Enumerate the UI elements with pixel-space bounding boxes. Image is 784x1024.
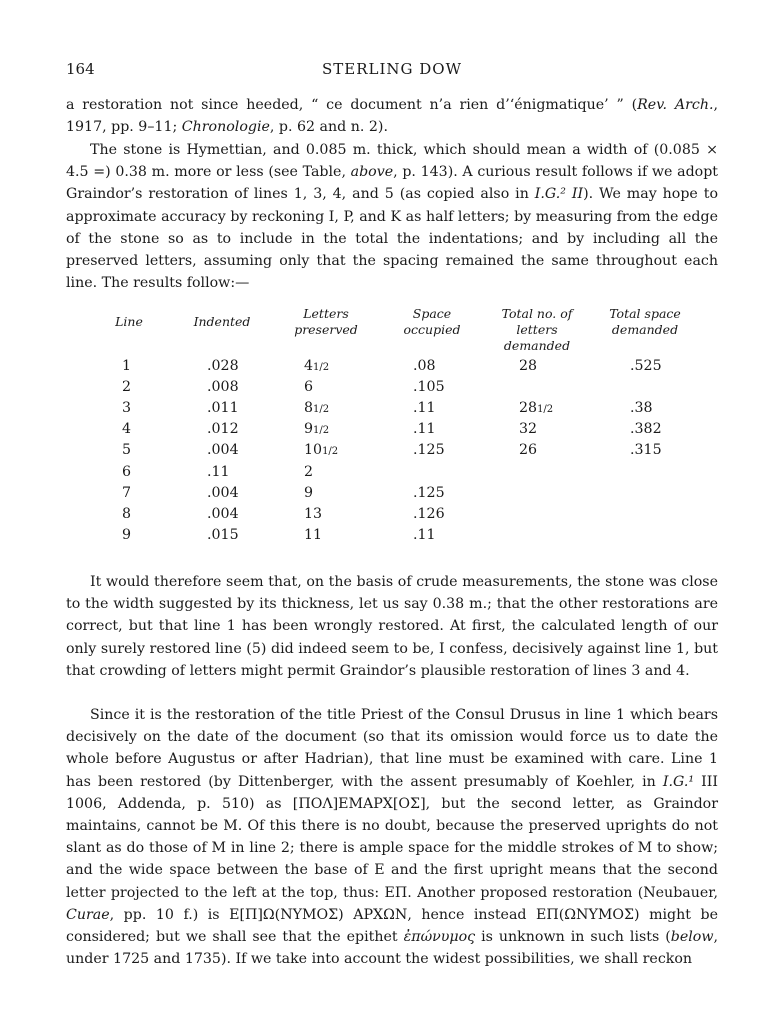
cell-indented: .012 bbox=[207, 421, 239, 438]
cell-indented: .015 bbox=[207, 526, 239, 543]
cell-line: 3 bbox=[122, 400, 132, 417]
cell-line: 7 bbox=[122, 484, 132, 501]
cell-space: .126 bbox=[413, 505, 445, 522]
cell-space: .11 bbox=[413, 400, 436, 417]
cell-indented: .011 bbox=[207, 400, 239, 417]
cell-line: 6 bbox=[122, 463, 132, 480]
page-number: 164 bbox=[66, 60, 95, 78]
fraction: 1/2 bbox=[313, 404, 330, 416]
cell-space: .11 bbox=[413, 421, 436, 438]
cell-line: 1 bbox=[122, 358, 132, 374]
cell-line: 2 bbox=[122, 379, 132, 396]
cell-space: .125 bbox=[413, 442, 445, 459]
header-line: Line bbox=[115, 314, 143, 329]
fraction: 1/2 bbox=[537, 404, 554, 416]
paragraph-3: It would therefore seem that, on the basis of crude measurements, the stone was close to the width suggested by its thickness, let us say 0.38 m.; that the other restorations are correct, but that line 1 has been wrongly restored. At first, the calculated length of our only surely restored line (5) did indeed seem to be, I confess, decisively against line 1, but that crowding of letters might permit Graindor’s plausible restoration of lines 3 and 4. bbox=[66, 574, 718, 679]
fraction: 1/2 bbox=[313, 362, 330, 373]
cell-line: 4 bbox=[122, 421, 132, 438]
citation-rev-arch: Rev. Arch. bbox=[637, 97, 714, 113]
citation-ig1: I.G.¹ bbox=[662, 773, 695, 790]
citation-ig2: I.G.² II bbox=[534, 186, 584, 203]
paragraph-4: Since it is the restoration of the title Priest of the Consul Drusus in line 1 which bears decisively on the date of the document (so that its omission would force us to date the whole before Augustus or after Hadrian), that line must be examined with care. Line 1 has been restored (by Dittenberger, with the assent presumably of Koehler, in I.G.¹ III 1006, Addenda, p. 510) as [ΠΟΛ]ΕΜΑΡΧ[ΟΣ], but the second letter, as Graindor maintains, cannot be M. Of this there is no doubt, because the preserved uprights do not slant as do those of M in line 2; there is ample space for the middle strokes of M to show; and the wide space between the base of E and the first upright means that the second letter projected to the left at the top, thus: ΕΠ. Another proposed restoration (Neubauer, Curae, pp. 10 f.) is Ε[Π]Ω(ΝΥΜΟΣ) ΑΡΧΩΝ, hence instead ΕΠ(ΩΝΥΜΟΣ) might be considered; but we shall see that the epithet ἐπώνυμος is unknown in such lists (below, under 1725 and 1735). If we take into account the widest possibilities, we shall reckon bbox=[66, 707, 718, 968]
cell-indented: .004 bbox=[207, 484, 239, 501]
cell-preserved: 41/2 bbox=[304, 358, 330, 374]
cell-total-letters: 26 bbox=[519, 442, 538, 459]
header-total-space: Total space demanded bbox=[609, 306, 681, 337]
cell-preserved: 101/2 bbox=[304, 442, 339, 459]
cell-preserved: 11 bbox=[304, 526, 323, 543]
cell-preserved: 81/2 bbox=[304, 400, 330, 417]
cell-preserved: 13 bbox=[304, 505, 323, 522]
cell-indented: .028 bbox=[207, 358, 239, 374]
fraction: 1/2 bbox=[322, 446, 339, 458]
header-total-letters: Total no. of letters demanded bbox=[501, 306, 573, 353]
page-header bbox=[66, 60, 718, 80]
cell-space: .08 bbox=[413, 358, 436, 374]
cell-line: 9 bbox=[122, 526, 132, 543]
greek-epithet: ἐπώνυμος bbox=[403, 929, 476, 946]
cell-preserved: 9 bbox=[304, 484, 314, 501]
paragraph-2: The stone is Hymettian, and 0.085 m. thick, which should mean a width of (0.085 × 4.5 =) 0.38 m. more or less (see Table, above, p. 143). A curious result follows if we adopt Graindor’s restoration of lines 1, 3, 4, and 5 (as copied also in I.G.² II). We may hope to approximate accuracy by reckoning I, P, and K as half letters; by measuring from the edge of the stone so as to include in the total the indentations; and by including all the preserved letters, assuming only that the spacing remained the same throughout each line. The results follow:— bbox=[66, 142, 719, 292]
cell-line: 8 bbox=[122, 505, 132, 522]
header-indented: Indented bbox=[193, 314, 251, 329]
cell-total-space: .38 bbox=[630, 400, 653, 417]
cell-preserved: 2 bbox=[304, 463, 314, 480]
paragraph-1: a restoration not since heeded, “ ce document n’a rien d’‘énigmatique’ ” (Rev. Arch., 1917, pp. 9–11; Chronologie, p. 62 and n. 2). bbox=[66, 97, 718, 136]
cell-total-letters: 281/2 bbox=[519, 400, 554, 417]
cell-indented: .11 bbox=[207, 463, 230, 480]
cell-total-letters: 28 bbox=[519, 358, 538, 374]
cell-indented: .004 bbox=[207, 442, 239, 459]
cell-total-letters: 32 bbox=[519, 421, 538, 438]
cell-total-space: .315 bbox=[630, 442, 662, 459]
cell-preserved: 6 bbox=[304, 379, 314, 396]
header-space-occupied: Space occupied bbox=[403, 306, 461, 337]
cell-space: .125 bbox=[413, 484, 445, 501]
cell-indented: .008 bbox=[207, 379, 239, 396]
cell-indented: .004 bbox=[207, 505, 239, 522]
cell-total-space: .382 bbox=[630, 421, 662, 438]
cell-space: .105 bbox=[413, 379, 445, 396]
running-head: STERLING DOW bbox=[321, 60, 463, 78]
fraction: 1/2 bbox=[313, 425, 330, 437]
cell-total-space: .525 bbox=[630, 358, 662, 374]
cell-line: 5 bbox=[122, 442, 132, 459]
citation-chronologie: Chronologie bbox=[181, 119, 270, 136]
citation-curae: Curae bbox=[66, 906, 110, 923]
cell-preserved: 91/2 bbox=[304, 421, 330, 438]
cell-space: .11 bbox=[413, 526, 436, 543]
header-letters-preserved: Letters preserved bbox=[294, 306, 358, 337]
